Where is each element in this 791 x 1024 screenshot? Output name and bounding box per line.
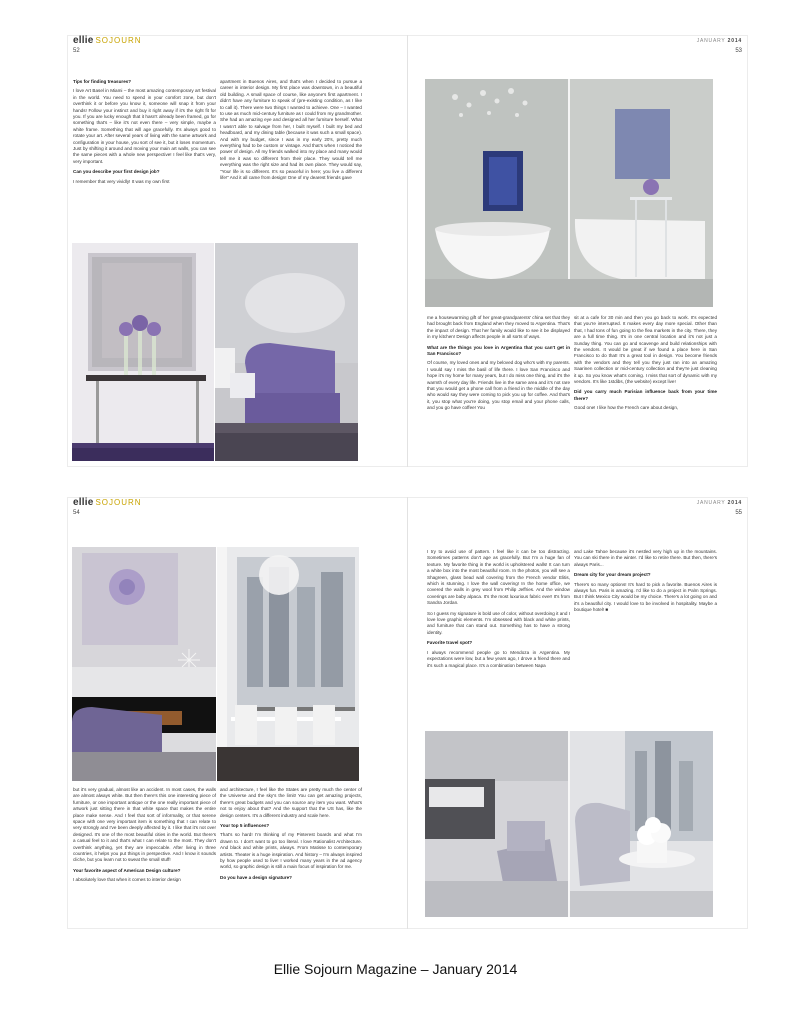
article-column <box>427 315 570 416</box>
photo-purple-sofa <box>215 243 358 461</box>
article-paragraph: but it's very gradual, almost like an accident. In most cases, the walls are almost always white. But then there's this one interesting piece of furniture, or one important antique or the one really important piece of artwork just sitting there in that white space that makes the entire place make sense. And I feel that sort of informality, or that serene space with one very important item is something that I can relate to very strongly and I've been deeply affected by it. I like that it's not over designed. It's one of the most beautiful cities in the world. But there's a casual feel to it and that's what I can relate to the most. They don't overthink anything, yet they are impeccable. After living in three countries, it helps you put things in perspective. And I know it sounds cliche, but you learn not to sweat the small stuff! <box>73 787 216 863</box>
page-number-right: 55 <box>735 510 742 516</box>
article-paragraph: I always recommend people go to Mendoza in Argentina. My expectations were low, but a few years ago, I drove a friend there and it's such a magical place. It's a combination between Napa <box>427 649 570 668</box>
magazine-spread-pages-54-55 <box>67 497 748 929</box>
interview-question: Tips for finding treasures? <box>73 79 132 84</box>
page-number-right: 53 <box>735 48 742 54</box>
interview-question: Can you describe your first design job? <box>73 169 160 175</box>
article-paragraph: There's so many options! It's hard to pick a favorite. Buenos Aires is always fun. Paris is amazing. I'd like to do a project in Palm Springs. But I think Mexico City would be my choice. There's a lot going on and it's a beautiful city. I would love to be involved in hospitality. Maybe a boutique hotel! ■ <box>574 581 717 613</box>
article-column <box>574 315 717 416</box>
interview-question: Dream city for your dream project? <box>574 572 651 578</box>
photo-bedroom-lounge <box>425 731 713 917</box>
photo-bathroom-with-tub <box>425 79 713 307</box>
issue-date: JANUARY 2014 <box>696 500 742 506</box>
article-paragraph: me a housewarming gift of her great-grandparents' china set that they had brought back from England when they moved to Argentina. That's the impact of design. That her family would like to see it be displayed in my kitchen! Design affects people in all sorts of ways. <box>427 315 570 340</box>
article-paragraph: sit at a cafe for 30 min and then you go back to work. It's expected that you're interrupted. It makes every day more special. Other than that, I had tons of fun going to the flea markets in the city. There, they are a full time thing. It's in one central location and it's not just a Sunday thing. You can go and scavenge and build relationships with the vendors. It would be great if we found a place here in San Francisco to do that! It's a great tool in design. You become friends with the vendors and they tell you they just ran into an amazing Saarinen collection or mid-century collection and they're just cleaning it up. So you know what's coming. I miss that sort of dynamic with my vendors. It's like 1stdibs, (the website) except live! <box>574 315 717 385</box>
magazine-spread-pages-52-53 <box>67 35 748 467</box>
photo-console-with-flowers <box>72 243 214 461</box>
article-paragraph: I absolutely love that when it comes to interior design <box>73 877 181 883</box>
article-paragraph: That's so hard! I'm thinking of my Pinterest boards and what I'm drawn to. I don't want to go too literal. I love Rationalist Architecture. And black and white prints, always. From Matisse to contemporary artists. Theater is a huge inspiration. And history – I'm always inspired by how people used to live! I worked many years in the ad agency world, so graphic design is still a main focus of inspiration for me. <box>220 832 362 870</box>
article-paragraph: I remember that very vividly! It was my own first <box>73 178 170 184</box>
interview-question: Your favorite aspect of American Design culture? <box>73 867 181 873</box>
article-paragraph: I try to avoid use of pattern. I feel like it can be too distracting. Sometimes patterns don't age as gracefully. But I'm a huge fan of texture. My favorite thing in the world is upholstered walls! It can turn a white box into the most beautiful room. In the photos, you will see a Shagreen, glass bead wall covering from the French vendor Elitis, which is stunning. I love the wall covering! In the home office, we covered the walls in grey wool from Philip Jeffries. And the window coverings are baby alpaca. It's the most luxurious fabric ever! It's from Sandra Jordan. <box>427 549 570 606</box>
issue-date: JANUARY 2014 <box>696 38 742 44</box>
page-gutter <box>407 35 408 467</box>
interview-question: What are the things you love in Argentina that you can't get in San Francisco? <box>427 344 570 357</box>
page-number-left: 54 <box>73 510 80 516</box>
interview-question: Did you carry much Parisian influence back from your time there? <box>574 389 717 401</box>
article-paragraph: and Lake Tahoe because it's nestled very high up in the mountains. You can ski there in the winter. I'd like to retire there. But then, there's always Paris... <box>574 549 717 567</box>
article-column <box>73 79 216 189</box>
page-number-left: 52 <box>73 48 80 54</box>
page-gutter <box>407 497 408 929</box>
magazine-logo: ellie SOJOURN <box>73 497 142 508</box>
article-paragraph: So I guess my signature is bold use of color, without overdoing it and I love love graphic elements. I'm obsessed with black and white prints, and furniture that can stand out. Something has to have a strong identity. <box>427 610 570 635</box>
page-caption: Ellie Sojourn Magazine – January 2014 <box>273 961 518 977</box>
interview-question: Do you have a design signature? <box>220 874 292 880</box>
article-paragraph: and architecture, I feel like the States are pretty much the center of the Universe and the sky's the limit! You can get amazing projects, there's great budgets and you can source any item you want. What's not to enjoy about that? And the support that the US has, like the design centers. It's a different industry and scale here. <box>220 787 362 818</box>
article-column <box>574 549 717 618</box>
interview-question: Your top 5 influences? <box>220 823 270 829</box>
photo-dining-room-city-view <box>217 547 359 781</box>
magazine-logo: ellie SOJOURN <box>73 35 142 46</box>
interview-question: Favorite travel spot? <box>427 640 473 646</box>
article-paragraph: I love Art Basel in Miami – the most amazing contemporary art festival in the world. You need to spend in your comfort zone, but don't overthink it or before you know it, someone will snap it from your hands! Follow your instinct and buy it right away if it's the right fit for you. If you are lucky enough that it hasn't already been framed, go for something that's – like it's not even there – very simple, maybe a white frame. Something that will age gracefully. It's always good to rotate your art. After several years of living with the same artwork and configuration in your house, you sort of see it, but it loses momentum. Just by shifting it around and moving your main art walls, you can see the same pieces with a whole new perspective! I feel like that's very, very important. <box>73 88 216 164</box>
article-column <box>220 79 362 186</box>
article-column <box>427 549 570 673</box>
photo-fireplace-living-room <box>72 547 216 781</box>
article-column <box>220 787 362 884</box>
article-column <box>73 787 216 888</box>
article-paragraph: Good one! I like how the French care about design, <box>574 405 679 411</box>
article-paragraph: apartment in Buenos Aires, and that's when I decided to pursue a career in interior design. My first place was downtown, in a beautiful old building. A small space of course, like anyone's first apartment. I didn't have any furniture to speak of (pre-existing condition, as I like to call it). There were two things I wanted to achieve. One – I wanted to use as much mid-century furniture as I could from my grandmother. She had an amazing eye and designed all her furniture herself. What I wasn't able to salvage from her, I built myself. I built my bed and headboard, and my dining table (because it was such a small space). And with my budget, since I was in my early 20's, pretty much everything had to be custom or vintage. And that's when I noticed the power of design. All my friends walked into my place and many would tell me it was so different from their place. They would tell me everything was the right size and had its own place. They would say, "Your life is so different. It's so peaceful in here; you live a different life!" And it all came from design! One of my dearest friends gave <box>220 79 362 181</box>
article-paragraph: Of course, my loved ones and my beloved dog who's with my parents. I would say I miss the basil of life there. I love San Francisco and hope it's my home for many years, but I do miss one thing, and it's the warmth of every day life. Friends live in the same area and it's not rare that you would get a phone call from a friend in the middle of the day who would say they were coming to pick you up for coffee. And that's it, you stop what you're doing, you stop email and your phone calls, and you go have coffee! You <box>427 360 570 411</box>
